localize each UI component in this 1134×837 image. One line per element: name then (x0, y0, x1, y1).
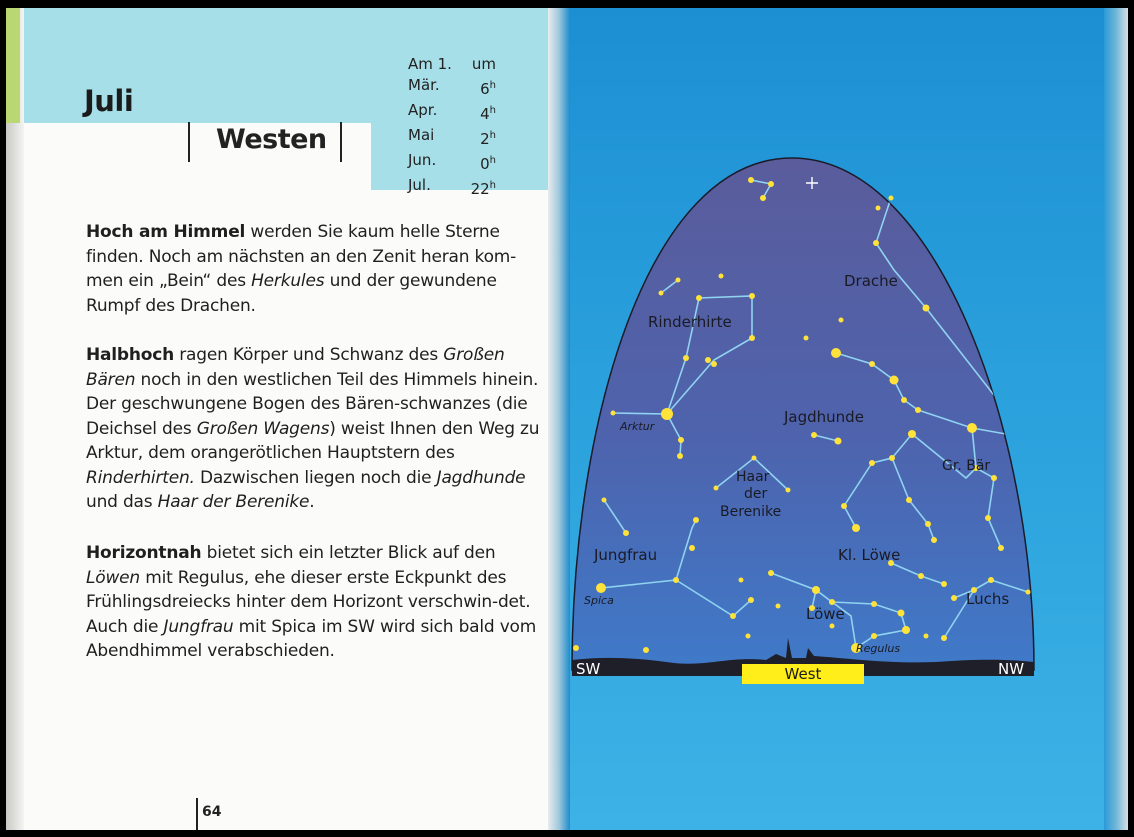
label-regulus: Regulus (856, 642, 901, 655)
label-rinderhirte: Rinderhirte (648, 313, 732, 331)
label-berenike: Berenike (720, 504, 782, 520)
time-hour-unit: h (489, 105, 496, 116)
star (901, 397, 907, 403)
star (673, 577, 679, 583)
star (967, 423, 977, 433)
star (696, 295, 702, 301)
horizon-label-west: West (784, 665, 822, 683)
star (748, 177, 754, 183)
star (719, 274, 724, 279)
star (915, 407, 921, 413)
paragraph-span: Rinderhirten. (86, 467, 195, 488)
horizon-label-nw: NW (998, 660, 1025, 678)
star (776, 604, 781, 609)
star (811, 432, 817, 438)
star (749, 335, 755, 341)
star (941, 635, 947, 641)
label-der: der (744, 486, 768, 502)
star (573, 645, 579, 651)
label-luchs: Luchs (966, 590, 1010, 608)
paragraph-span: bietet sich ein letzter Blick auf den (201, 543, 496, 563)
star (768, 181, 774, 187)
paragraph-span: Jagdhunde (436, 467, 526, 488)
star (871, 633, 877, 639)
paragraph-span: werden Sie kaum helle Sterne finden. Noch am nächsten an den Zenit heran kom-men ein „Bein“ des (86, 222, 517, 291)
star (760, 195, 766, 201)
page-title: Juli (84, 84, 134, 118)
star (931, 537, 937, 543)
star (689, 545, 695, 551)
star (830, 624, 835, 629)
star (906, 497, 912, 503)
direction-label: Westen (216, 124, 327, 155)
star (985, 515, 991, 521)
paragraph-span: ragen Körper und Schwanz des (174, 345, 444, 365)
label-jagdhunde: Jagdhunde (784, 408, 864, 426)
star (643, 647, 649, 653)
star (839, 318, 844, 323)
star (923, 305, 930, 312)
star (918, 573, 924, 579)
star (705, 357, 711, 363)
star (768, 570, 774, 576)
paragraph-span: Horizontnah (86, 543, 202, 563)
time-hour-unit: h (489, 80, 496, 91)
paragraph-span: Großen Wagens (196, 418, 330, 439)
star (623, 530, 629, 536)
star-map (6, 8, 1128, 830)
label-kleiner-loewe: Kl. Löwe (838, 546, 901, 564)
star (924, 634, 929, 639)
star (988, 577, 994, 583)
star (951, 595, 957, 601)
paragraph-span: ) weist Ihnen den Weg zu Arktur, dem orangerötlichen Hauptstern des (86, 418, 540, 463)
star (889, 196, 894, 201)
paragraph-span: mit Spica im SW wird sich bald vom Abendhimmel verabschieden. (86, 616, 537, 661)
star (1026, 590, 1031, 595)
label-jungfrau: Jungfrau (594, 546, 658, 564)
star (746, 634, 751, 639)
star (941, 581, 947, 587)
star (873, 240, 879, 246)
star (659, 291, 664, 296)
time-header-left: Am 1. (408, 55, 452, 73)
time-month: Mai (408, 126, 435, 144)
star (831, 348, 841, 358)
star (683, 355, 689, 361)
paragraph-span: Dazwischen liegen noch die (194, 467, 437, 488)
star (739, 578, 744, 583)
label-arktur: Arktur (620, 420, 655, 433)
star (711, 361, 717, 367)
star (869, 361, 875, 367)
star (841, 503, 847, 509)
time-month: Jun. (408, 151, 437, 169)
star (869, 460, 875, 466)
label-spica: Spica (584, 594, 614, 607)
book-spread (6, 8, 1128, 830)
star (678, 437, 684, 443)
paragraph-span: Herkules (251, 271, 325, 291)
paragraph-span: und der gewundene Rumpf des Drachen. (86, 271, 497, 316)
star (749, 293, 755, 299)
star (908, 430, 916, 438)
time-hour-unit: h (489, 130, 496, 141)
star (812, 586, 820, 594)
time-month: Apr. (408, 101, 438, 119)
star (602, 498, 607, 503)
paragraph-span: Hoch am Himmel (86, 222, 246, 242)
star (611, 411, 616, 416)
horizon-label-sw: SW (576, 660, 601, 678)
paragraph-span: Großen Bären (86, 345, 505, 390)
star (752, 456, 757, 461)
time-hour-value: 4 (480, 105, 490, 123)
star (902, 626, 910, 634)
star (852, 524, 860, 532)
time-month: Mär. (408, 76, 440, 94)
star-spica (596, 583, 606, 593)
star (835, 438, 842, 445)
paragraph-span: . (309, 492, 315, 512)
paragraph-span: Löwen (86, 567, 141, 588)
page-number: 64 (202, 804, 222, 820)
star (890, 376, 899, 385)
star (730, 613, 736, 619)
time-header-right: um (471, 55, 496, 73)
paragraph-span: Halbhoch (86, 345, 175, 365)
paragraph-span: mit Regulus, ehe dieser erste Eckpunkt des Frühlingsdreiecks hinter dem Horizont verschwin-det. Auch die (86, 567, 531, 637)
time-hour-value: 0 (480, 155, 490, 173)
time-hour-unit: h (489, 180, 496, 191)
star (804, 336, 809, 341)
star (925, 521, 931, 527)
label-loewe: Löwe (806, 605, 845, 623)
star (898, 610, 905, 617)
star (786, 488, 791, 493)
paragraph-span: Jungfrau (163, 616, 234, 637)
star (677, 453, 683, 459)
star (889, 455, 895, 461)
time-hour-value: 22 (470, 180, 490, 198)
label-drache: Drache (844, 272, 898, 290)
star (871, 601, 877, 607)
time-hour-value: 6 (480, 80, 490, 98)
time-month: Jul. (408, 176, 431, 194)
label-haar: Haar (736, 469, 770, 485)
star (991, 475, 997, 481)
label-grosser-baer: Gr. Bär (942, 458, 991, 474)
star (876, 206, 881, 211)
paragraph-span: Haar der Berenike (157, 492, 310, 512)
paragraph-span: noch in den westlichen Teil des Himmels hinein. Der geschwungene Bogen des Bären-schwanzes (die Deichsel des (86, 369, 539, 439)
time-hour-value: 2 (480, 130, 490, 148)
star (748, 597, 754, 603)
paragraph-span: und das (86, 492, 158, 512)
star (676, 278, 681, 283)
star (714, 486, 719, 491)
time-hour-unit: h (489, 155, 496, 166)
star (693, 517, 699, 523)
star (998, 545, 1004, 551)
star-arktur (661, 408, 673, 420)
